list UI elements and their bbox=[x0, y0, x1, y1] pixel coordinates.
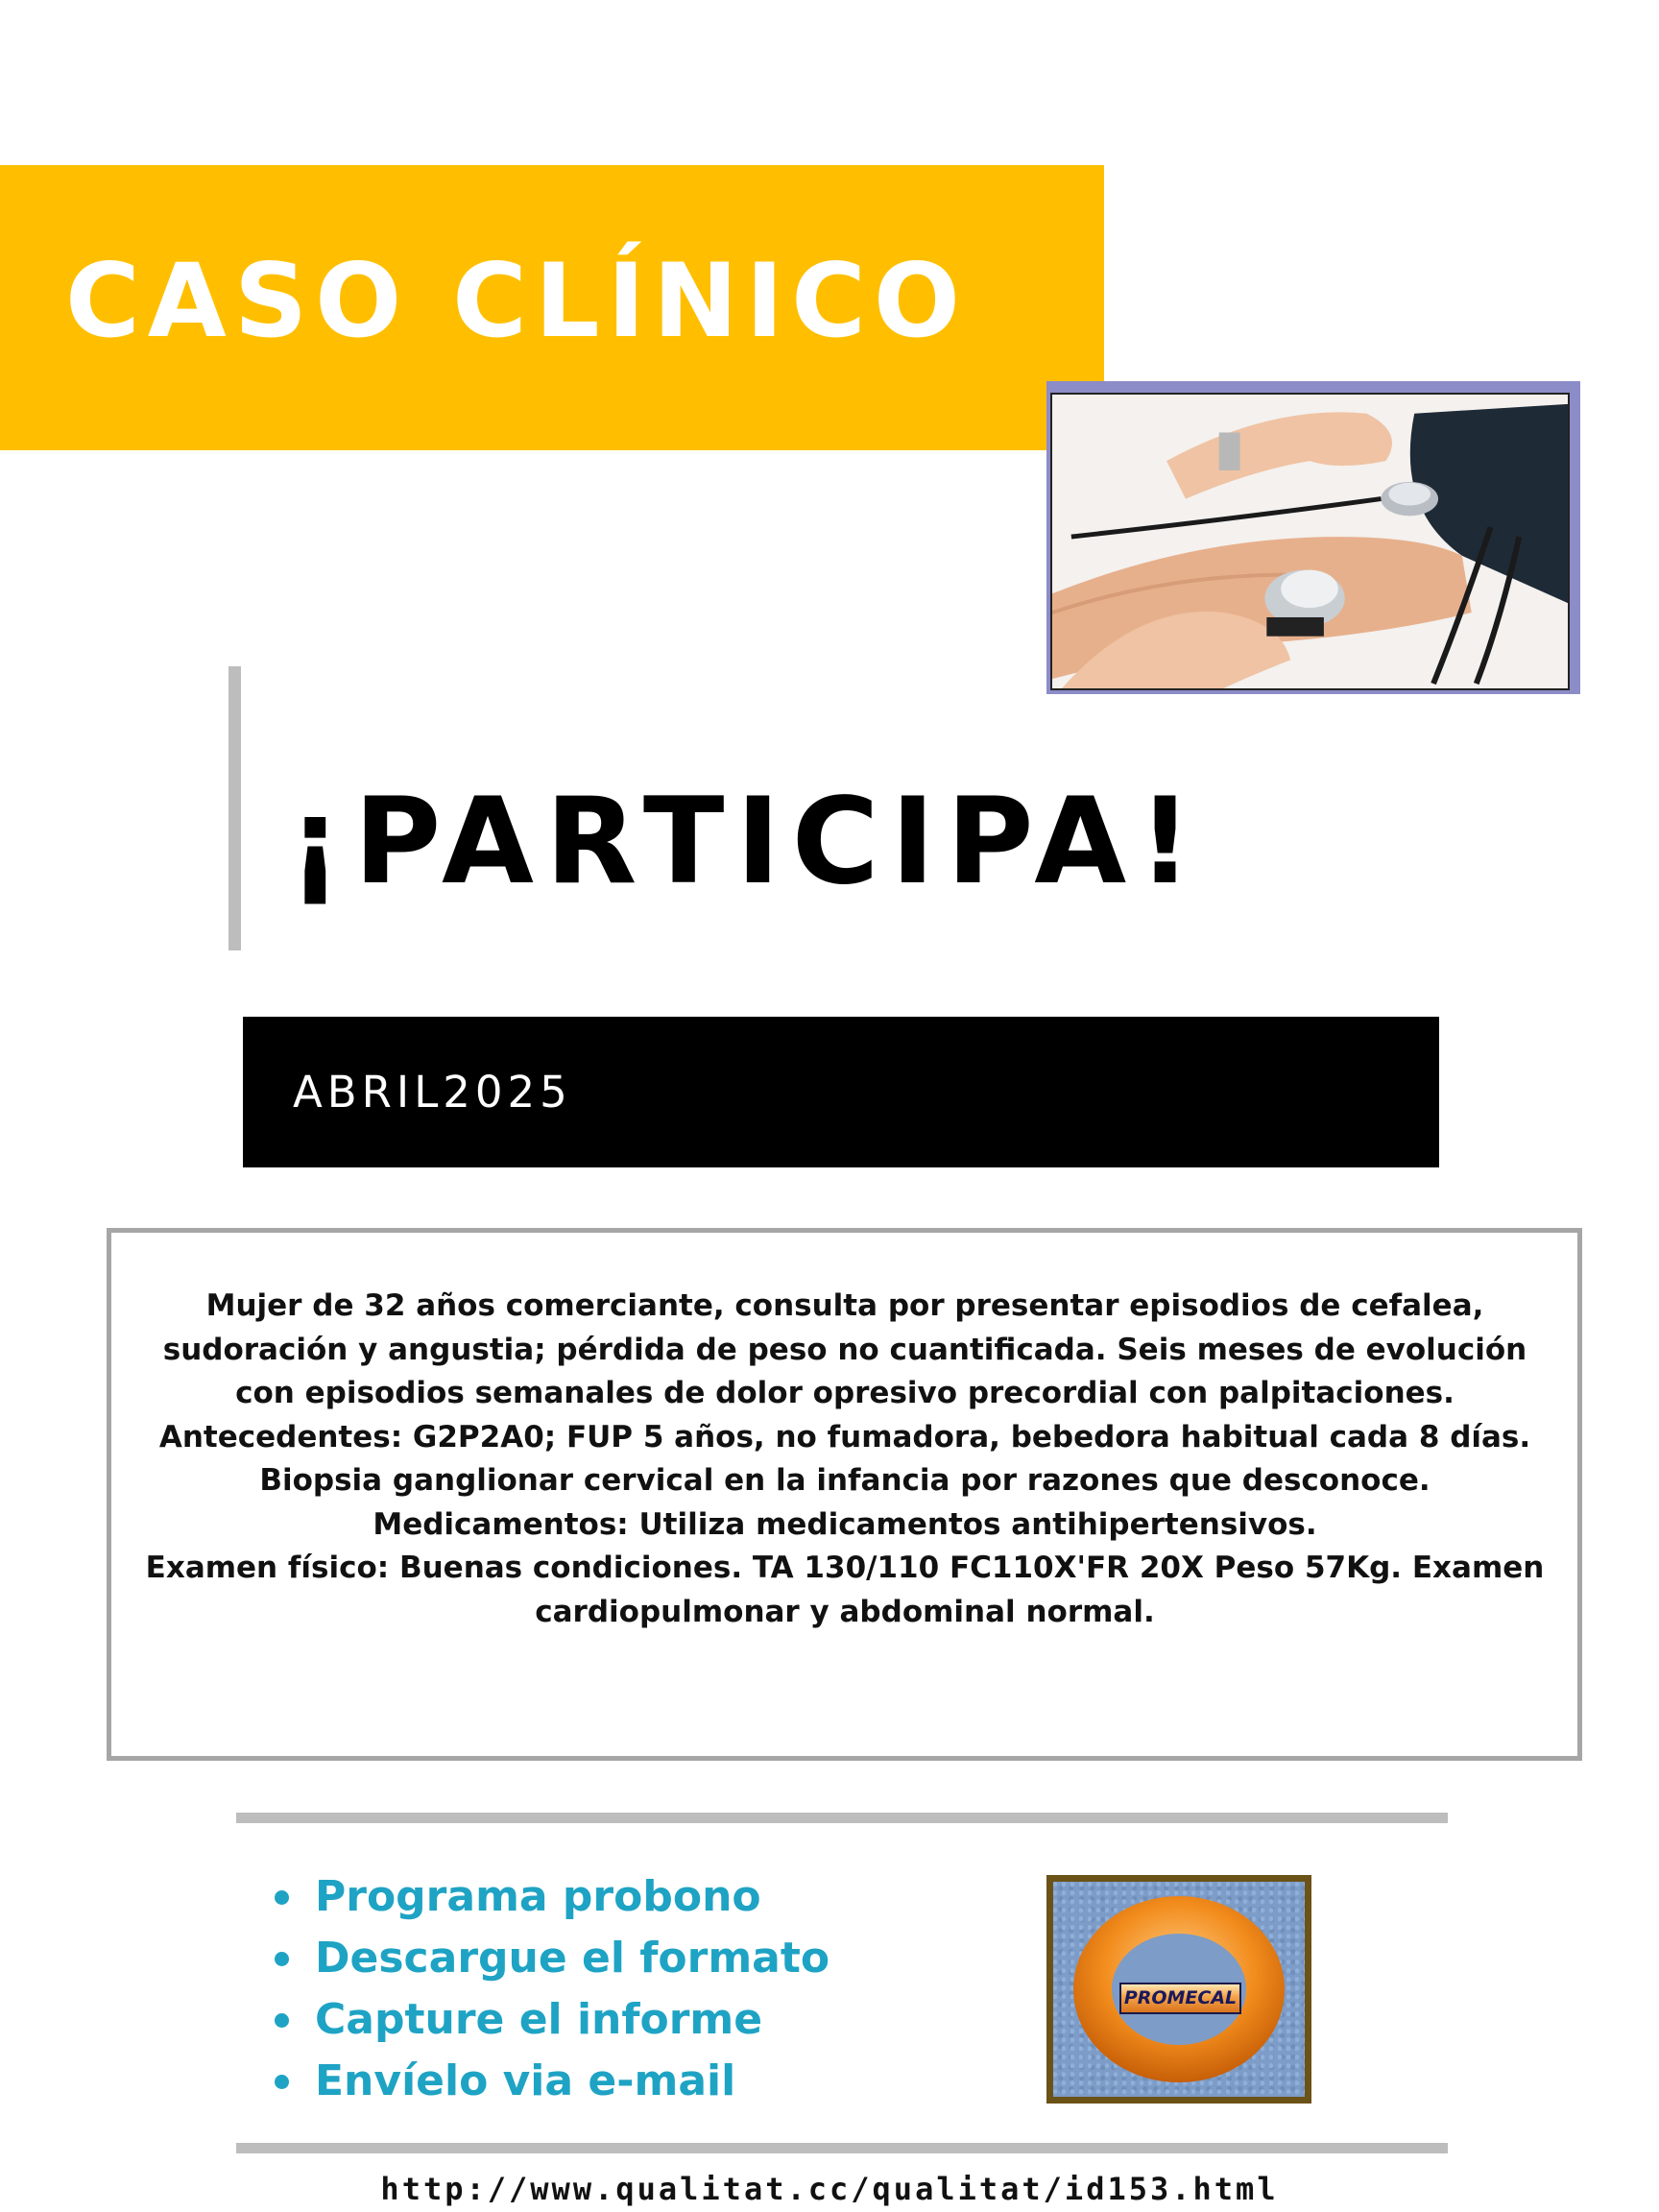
headline: ¡PARTICIPA! bbox=[288, 773, 1204, 911]
list-item: Descargue el formato bbox=[271, 1928, 830, 1989]
bullet-icon bbox=[275, 1890, 289, 1905]
case-presentation: Mujer de 32 años comerciante, consulta por presentar episodios de cefalea, sudoración y angustia; pérdida de peso no cuantificada. Seis meses de evolución con episodios semanales de dolor opresivo precordial con palpitaciones. bbox=[162, 1288, 1527, 1410]
accent-vertical-line bbox=[228, 666, 241, 950]
bullet-icon bbox=[275, 2013, 289, 2028]
list-item: Capture el informe bbox=[271, 1989, 830, 2051]
bullet-icon bbox=[275, 2075, 289, 2089]
list-item: Programa probono bbox=[271, 1866, 830, 1928]
bullet-icon bbox=[275, 1952, 289, 1966]
stethoscope-arm-icon bbox=[1052, 395, 1568, 688]
case-physical-exam: Examen físico: Buenas condiciones. TA 130/110 FC110X'FR 20X Peso 57Kg. Examen cardiopulmonar y abdominal normal. bbox=[145, 1551, 1545, 1629]
promecal-logo bbox=[1046, 1875, 1311, 2104]
case-description bbox=[144, 1285, 1546, 1634]
list-item: Envíelo via e-mail bbox=[271, 2051, 830, 2112]
logo-text: PROMECAL bbox=[1119, 1983, 1241, 2014]
logo-background bbox=[1053, 1882, 1305, 2097]
case-medications: Medicamentos: Utiliza medicamentos antihipertensivos. bbox=[373, 1506, 1317, 1542]
footer-url-link[interactable]: http://www.qualitat.cc/qualitat/id153.html bbox=[380, 2171, 1279, 2207]
divider-bottom bbox=[236, 2143, 1448, 2153]
steps-list bbox=[271, 1866, 830, 2112]
date-label: ABRIL2025 bbox=[293, 1067, 572, 1118]
case-history: Antecedentes: G2P2A0; FUP 5 años, no fumadora, bebedora habitual cada 8 días. Biopsia ganglionar cervical en la infancia por razones que desconoce. bbox=[158, 1419, 1531, 1498]
page-title: CASO CLÍNICO bbox=[65, 242, 969, 360]
blood-pressure-photo bbox=[1050, 393, 1570, 690]
divider-top bbox=[236, 1813, 1448, 1823]
